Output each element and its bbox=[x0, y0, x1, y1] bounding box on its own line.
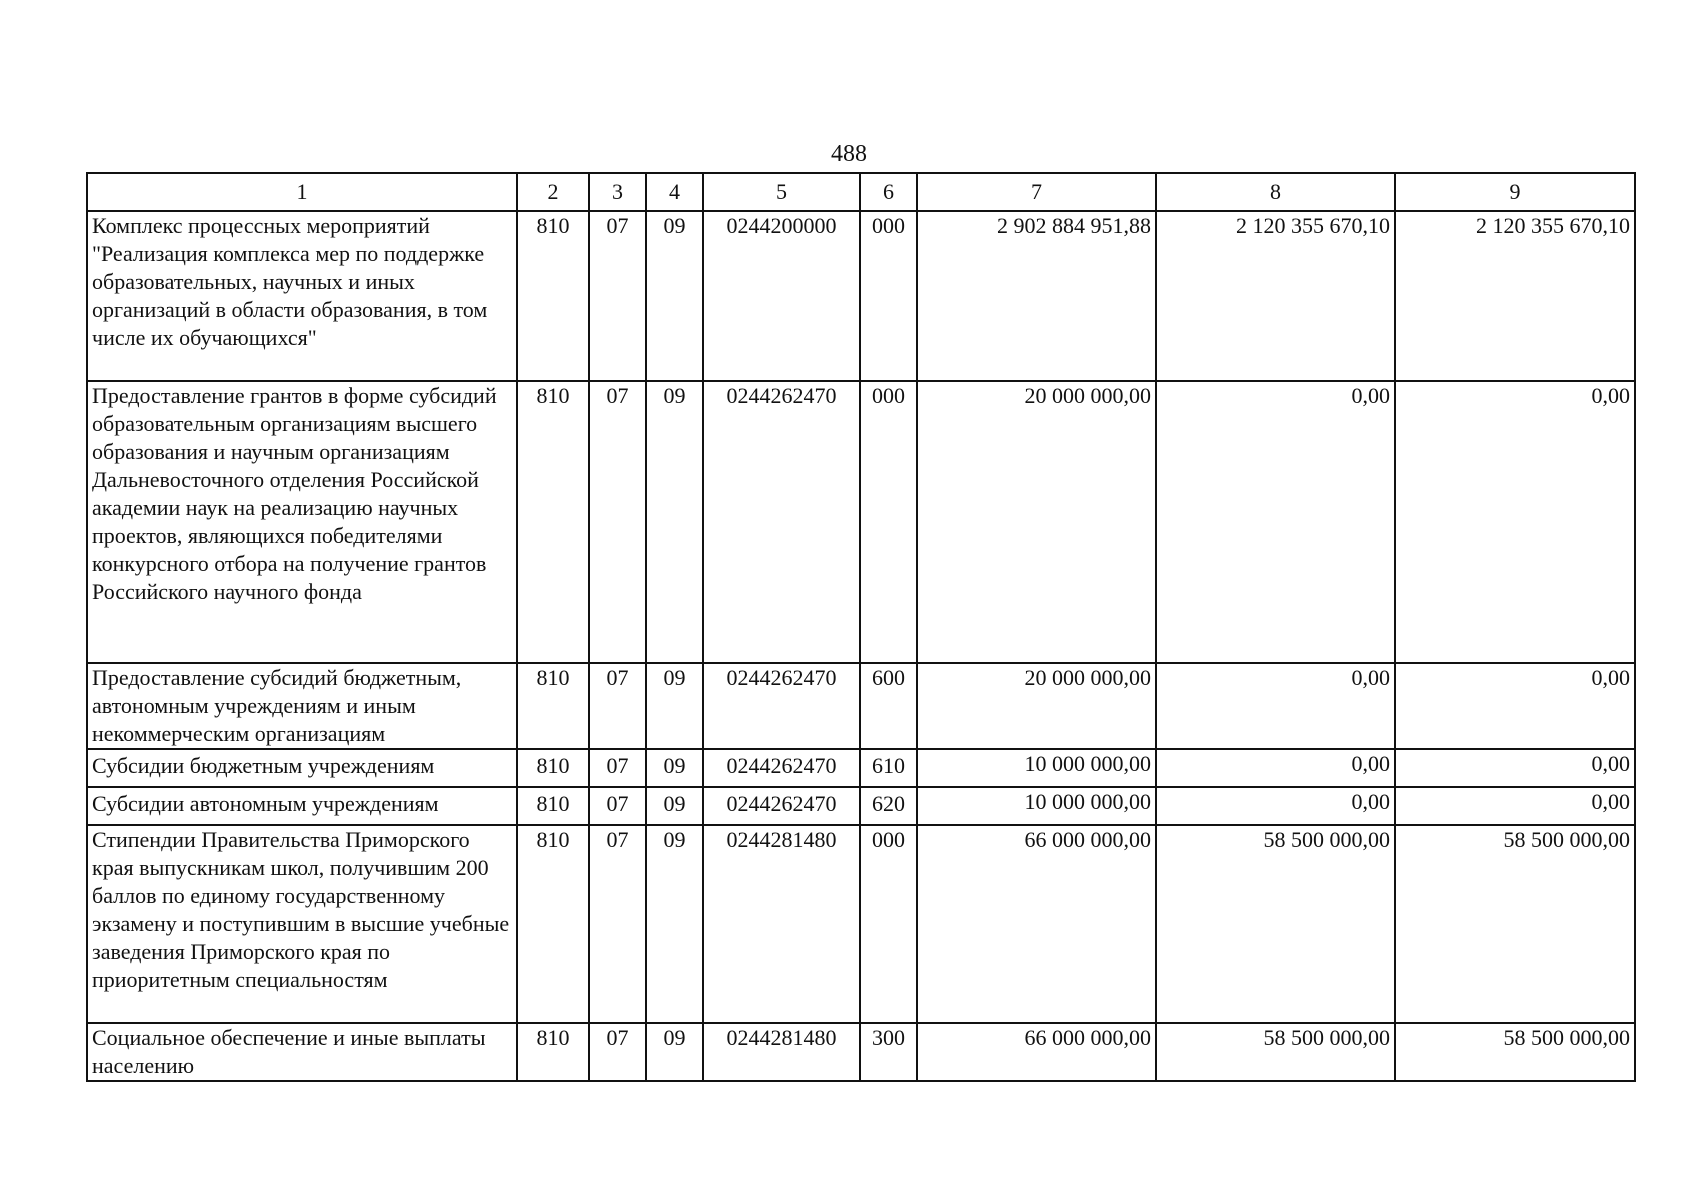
amount-cell: 20 000 000,00 bbox=[917, 381, 1156, 663]
amount-cell: 2 120 355 670,10 bbox=[1156, 211, 1395, 381]
row-name: Комплекс процессных мероприятий "Реализация комплекса мер по поддержке образовательных, научных и иных организаций в области образования, в том числе их обучающихся" bbox=[87, 211, 517, 381]
code-cell: 0244262470 bbox=[703, 381, 860, 663]
code-cell: 0244281480 bbox=[703, 1023, 860, 1081]
code-cell: 300 bbox=[860, 1023, 917, 1081]
amount-cell: 0,00 bbox=[1395, 663, 1635, 749]
column-header: 5 bbox=[703, 173, 860, 211]
amount-cell: 58 500 000,00 bbox=[1395, 825, 1635, 1023]
column-header: 9 bbox=[1395, 173, 1635, 211]
code-cell: 09 bbox=[646, 787, 703, 825]
code-cell: 810 bbox=[517, 825, 589, 1023]
code-cell: 000 bbox=[860, 211, 917, 381]
code-cell: 07 bbox=[589, 211, 646, 381]
code-cell: 07 bbox=[589, 787, 646, 825]
code-cell: 000 bbox=[860, 381, 917, 663]
amount-cell: 10 000 000,00 bbox=[917, 787, 1156, 825]
code-cell: 000 bbox=[860, 825, 917, 1023]
amount-cell: 0,00 bbox=[1395, 749, 1635, 787]
code-cell: 810 bbox=[517, 381, 589, 663]
amount-cell: 58 500 000,00 bbox=[1156, 825, 1395, 1023]
column-header: 1 bbox=[87, 173, 517, 211]
code-cell: 07 bbox=[589, 663, 646, 749]
code-cell: 09 bbox=[646, 825, 703, 1023]
table-row bbox=[87, 1023, 1635, 1081]
column-header: 6 bbox=[860, 173, 917, 211]
amount-cell: 2 902 884 951,88 bbox=[917, 211, 1156, 381]
amount-cell: 0,00 bbox=[1395, 787, 1635, 825]
row-name: Социальное обеспечение и иные выплаты населению bbox=[87, 1023, 517, 1081]
row-name: Субсидии бюджетным учреждениям bbox=[87, 749, 517, 787]
code-cell: 600 bbox=[860, 663, 917, 749]
code-cell: 0244262470 bbox=[703, 663, 860, 749]
code-cell: 0244262470 bbox=[703, 787, 860, 825]
code-cell: 07 bbox=[589, 381, 646, 663]
column-header: 4 bbox=[646, 173, 703, 211]
amount-cell: 66 000 000,00 bbox=[917, 825, 1156, 1023]
code-cell: 09 bbox=[646, 381, 703, 663]
code-cell: 07 bbox=[589, 749, 646, 787]
table-row bbox=[87, 825, 1635, 1023]
code-cell: 810 bbox=[517, 663, 589, 749]
code-cell: 610 bbox=[860, 749, 917, 787]
column-header: 3 bbox=[589, 173, 646, 211]
amount-cell: 0,00 bbox=[1395, 381, 1635, 663]
amount-cell: 66 000 000,00 bbox=[917, 1023, 1156, 1081]
amount-cell: 0,00 bbox=[1156, 749, 1395, 787]
code-cell: 810 bbox=[517, 749, 589, 787]
row-name: Стипендии Правительства Приморского края выпускникам школ, получившим 200 баллов по единому государственному экзамену и поступившим в высшие учебные заведения Приморского края по приоритетным специальностям bbox=[87, 825, 517, 1023]
amount-cell: 10 000 000,00 bbox=[917, 749, 1156, 787]
column-header: 2 bbox=[517, 173, 589, 211]
column-header: 8 bbox=[1156, 173, 1395, 211]
code-cell: 0244262470 bbox=[703, 749, 860, 787]
code-cell: 0244200000 bbox=[703, 211, 860, 381]
code-cell: 07 bbox=[589, 825, 646, 1023]
code-cell: 07 bbox=[589, 1023, 646, 1081]
table-row bbox=[87, 381, 1635, 663]
amount-cell: 58 500 000,00 bbox=[1395, 1023, 1635, 1081]
table-row bbox=[87, 211, 1635, 381]
row-name: Субсидии автономным учреждениям bbox=[87, 787, 517, 825]
code-cell: 0244281480 bbox=[703, 825, 860, 1023]
code-cell: 09 bbox=[646, 663, 703, 749]
table-row bbox=[87, 749, 1635, 787]
budget-table bbox=[86, 172, 1636, 1082]
table-row bbox=[87, 663, 1635, 749]
amount-cell: 0,00 bbox=[1156, 787, 1395, 825]
row-name: Предоставление субсидий бюджетным, автономным учреждениям и иным некоммерческим организациям bbox=[87, 663, 517, 749]
row-name: Предоставление грантов в форме субсидий образовательным организациям высшего образования и научным организациям Дальневосточного отделения Российской академии наук на реализацию научных проектов, являющихся победителями конкурсного отбора на получение грантов Российского научного фонда bbox=[87, 381, 517, 663]
code-cell: 09 bbox=[646, 1023, 703, 1081]
code-cell: 620 bbox=[860, 787, 917, 825]
amount-cell: 58 500 000,00 bbox=[1156, 1023, 1395, 1081]
amount-cell: 20 000 000,00 bbox=[917, 663, 1156, 749]
header-row bbox=[87, 173, 1635, 211]
code-cell: 810 bbox=[517, 787, 589, 825]
column-header: 7 bbox=[917, 173, 1156, 211]
code-cell: 09 bbox=[646, 749, 703, 787]
code-cell: 09 bbox=[646, 211, 703, 381]
amount-cell: 0,00 bbox=[1156, 663, 1395, 749]
code-cell: 810 bbox=[517, 211, 589, 381]
code-cell: 810 bbox=[517, 1023, 589, 1081]
amount-cell: 0,00 bbox=[1156, 381, 1395, 663]
page-number: 488 bbox=[831, 141, 867, 167]
amount-cell: 2 120 355 670,10 bbox=[1395, 211, 1635, 381]
table-row bbox=[87, 787, 1635, 825]
